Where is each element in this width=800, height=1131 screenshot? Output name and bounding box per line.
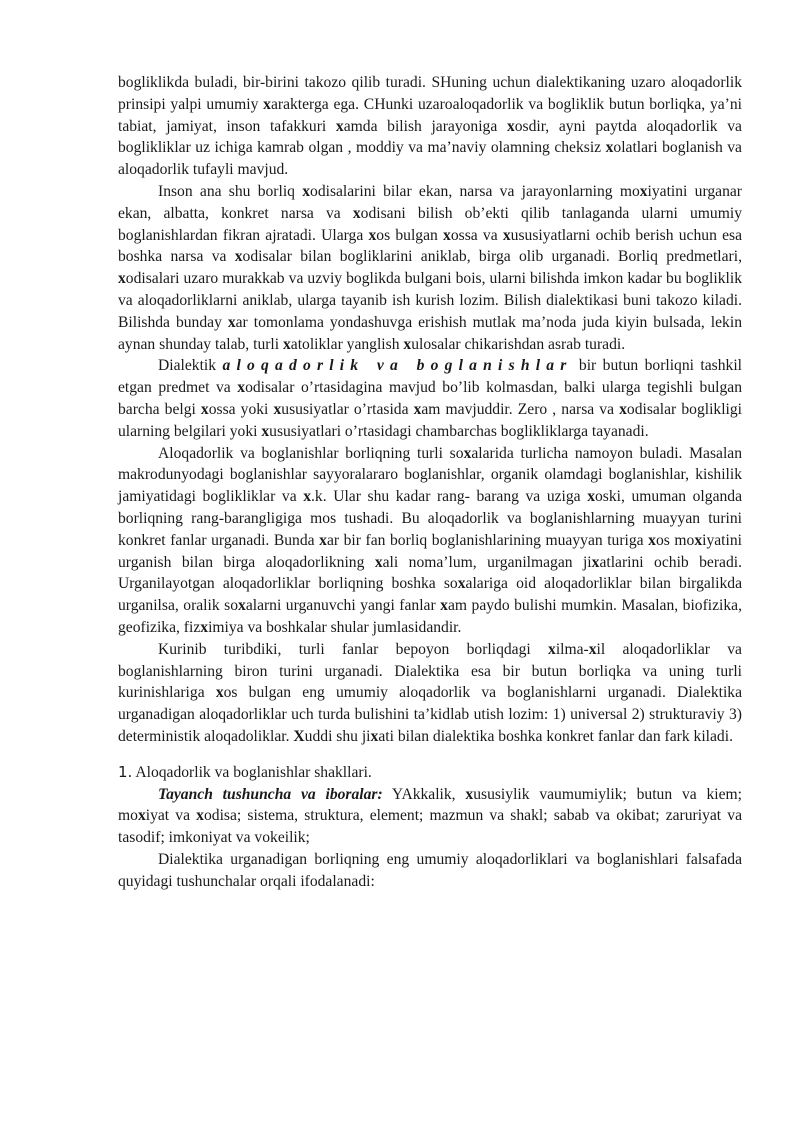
text-run: ususiyatlarni ochib berish uchun esa boshka narsa va: [118, 226, 742, 266]
bold-letter: x: [137, 807, 146, 825]
text-run: os mo: [655, 531, 695, 549]
text-run: alarida turlicha namoyon buladi. Masalan makrodunyodagi boglanishlar sayyoralararo boglanishlar, organik olamdagi boglanishlar, kishilik jamiyatidagi boglikliklar va: [118, 444, 742, 506]
text-run: odisani bilish ob’ekti qilib tanlaganda ularni umumiy boglanishlardan fikran ajratadi. Ularga: [118, 204, 742, 244]
bold-letter: x: [319, 531, 327, 549]
text-run: ususiyatlar o’rtasida: [281, 400, 414, 418]
text-run: bogliklikda buladi, bir-birini takozo qilib turadi. SHuning uchun dialektikaning uzaro aloqadorlik prinsipi yalpi umumiy: [118, 74, 742, 113]
text-run: .k. Ular shu kadar rang- barang va uziga: [311, 488, 588, 506]
text-run: arakterga ega. CHunki uzaroaloqadorlik va bogliklik butun borliqka, ya’ni tabiat, jamiyat, inson tafakkuri: [118, 95, 742, 135]
text-run: odisalari uzaro murakkab va uzviy boglikda bulgani bois, ularni bilishda imkon kadar bu bogliklik va aloqadorliklarni aniklab, ularga tayanib ish kurish lozim. Bilish dialektikasi buni takozo kiladi. Bilishda bunday: [118, 270, 742, 331]
text-run: bir butun borliqni tashkil etgan predmet va: [118, 357, 742, 397]
text-run: atoliklar yanglish: [290, 335, 404, 353]
body-text: [118, 72, 742, 748]
text-run: olatlari boglanish va aloqadorlik tufayli mavjud.: [118, 139, 742, 179]
body-paragraph: [118, 639, 742, 748]
text-run: il aloqadorliklar va boglanishlarning biron turini urganadi. Dialektika esa bir butun borliqka va uning turli kurinishlariga: [118, 640, 742, 702]
section-title: Aloqadorlik va boglanishlar shakllari.: [132, 763, 372, 781]
text-run: YAkkalik,: [382, 785, 466, 803]
bold-letter: x: [237, 379, 246, 397]
document-page: [118, 72, 742, 892]
bold-letter: x: [352, 204, 361, 222]
bold-letter: x: [283, 335, 291, 353]
bold-letter: x: [619, 400, 627, 418]
text-run: ususiyatlari o’rtasidagi chambarchas boglikliklarga tayanadi.: [269, 422, 649, 440]
bold-letter: x: [238, 597, 246, 615]
body-paragraph: [118, 355, 742, 442]
text-run: am paydo bulishi mumkin. Masalan, biofizika, geofizika, fiz: [118, 597, 742, 636]
bold-letter: x: [506, 117, 515, 135]
closing-text: Dialektika urganadigan borliqning eng umumiy aloqadorliklari va boglanishlari falsafada quyidagi tushunchalar orqali ifodalanadi:: [118, 850, 742, 890]
bold-letter: x: [694, 531, 703, 549]
bold-letter: x: [273, 400, 282, 418]
text-run: ali noma’lum, urganilmagan ji: [382, 553, 592, 571]
text-run: Aloqadorlik va boglanishlar borliqning turli so: [158, 444, 464, 462]
text-run: ati bilan dialektika boshka konkret fanlar dan fark kiladi.: [378, 727, 733, 745]
bold-letter: x: [303, 488, 312, 506]
text-run: alariga oid aloqadorliklar bilan birgalikda urganilsa, oralik so: [118, 575, 742, 615]
text-run: ossa yoki: [208, 400, 274, 418]
text-run: ar bir fan borliq boglanishlarining muayyan turiga: [326, 531, 649, 549]
bold-letter: X: [293, 727, 305, 745]
bold-letter: x: [263, 95, 271, 113]
section-heading: [118, 762, 742, 784]
text-run: Dialektik: [158, 357, 223, 375]
text-run: odisalar boglikligi ularning belgilari yoki: [118, 400, 742, 440]
bold-letter: x: [605, 139, 614, 157]
bold-letter: x: [234, 248, 243, 266]
text-run: odisalar o’rtasidagina mavjud bo’lib kolmasdan, balki ularga tegishli bulgan barcha belgi: [118, 379, 742, 418]
key-terms-label: Tayanch tushuncha va iboralar:: [158, 785, 383, 803]
bold-letter: x: [215, 684, 224, 702]
body-paragraph: [118, 443, 742, 639]
key-terms-paragraph: [118, 784, 742, 849]
bold-letter: x: [591, 553, 600, 571]
text-run: uddi shu ji: [304, 727, 371, 745]
text-run: oski, umuman olganda borliqning rang-barangligiga mos tushadi. Bu aloqadorlik va boglanishlarning muayyan turini konkret fanlar urganadi. Bunda: [118, 488, 742, 549]
bold-letter: x: [588, 640, 597, 658]
text-run: am mavjuddir. Zero , narsa va: [421, 400, 620, 418]
bold-letter: x: [335, 117, 344, 135]
bold-letter: x: [502, 226, 511, 244]
closing-paragraph: [118, 849, 742, 893]
bold-letter: x: [374, 553, 383, 571]
bold-letter: x: [370, 727, 379, 745]
body-paragraph: [118, 181, 742, 355]
text-run: ilma-: [555, 640, 589, 658]
text-run: ossa va: [450, 226, 503, 244]
text-run: os bulgan eng umumiy aloqadorlik va boglanishlarni urganadi. Dialektika urganadigan aloqadorliklar uch turda bulishini ta’kidlab utish lozim: 1) universal 2) strukturaviy 3) deterministik aloqadoliklar.: [118, 684, 743, 745]
text-run: ar tomonlama yondashuvga erishish mutlak ma’noda juda kiyin bulsada, lekin aynan shunday talab, turli: [118, 313, 742, 353]
bold-letter: x: [413, 400, 422, 418]
bold-letter: x: [443, 226, 451, 244]
text-run: odisalarini bilar ekan, narsa va jarayonlarning mo: [310, 182, 640, 200]
text-run: odisa; sistema, struktura, element; mazmun va shakl; sabab va okibat; zaruriyat va tasodif; imkoniyat va vokeilik;: [118, 807, 743, 847]
text-run: iyat va: [145, 807, 197, 825]
emphasized-term: aloqadorlik va boglanishlar: [222, 357, 573, 375]
text-run: Kurinib turibdiki, turli fanlar bepoyon borliqdagi: [158, 640, 549, 658]
text-run: ulosalar chikarishdan asrab turadi.: [411, 335, 626, 353]
bold-letter: x: [196, 807, 204, 825]
text-run: odisalar bilan bogliklarini aniklab, birga olib urganadi. Borliq predmetlari,: [242, 248, 742, 266]
bold-letter: x: [403, 335, 412, 353]
bold-letter: x: [587, 488, 595, 506]
bold-letter: x: [118, 270, 126, 288]
bold-letter: x: [548, 640, 556, 658]
text-run: amda bilish jarayoniga: [343, 117, 507, 135]
text-run: imiya va boshkalar shular jumlasidandir.: [208, 618, 462, 636]
bold-letter: x: [648, 531, 656, 549]
text-run: osdir, ayni paytda aloqadorlik va boglikliklar uz ichiga kamrab olgan , moddiy va ma’naviy olamning cheksiz: [118, 117, 742, 157]
bold-letter: x: [639, 182, 648, 200]
bold-letter: x: [200, 618, 209, 636]
bold-letter: x: [200, 400, 209, 418]
bold-letter: x: [302, 182, 311, 200]
bold-letter: x: [440, 597, 448, 615]
text-run: alarni urganuvchi yangi fanlar: [245, 597, 441, 615]
body-paragraph: [118, 72, 742, 181]
text-run: os bulgan: [376, 226, 444, 244]
bold-letter: x: [465, 785, 474, 803]
bold-letter: x: [463, 444, 472, 462]
section-number: 1.: [118, 762, 133, 781]
text-run: Inson ana shu borliq: [158, 182, 303, 200]
bold-letter: x: [368, 226, 377, 244]
bold-letter: x: [261, 422, 270, 440]
bold-letter: x: [457, 575, 466, 593]
text-run: iyatini urganar ekan, albatta, konkret narsa va: [118, 182, 742, 222]
text-run: ususiylik vaumumiylik; butun va kiem; mo: [118, 785, 743, 825]
bold-letter: x: [227, 313, 236, 331]
text-run: atlarini ochib beradi. Urganilayotgan aloqadorliklar borliqning boshka so: [118, 553, 742, 593]
text-run: iyatini urganish bilan birga aloqadorlikning: [118, 531, 742, 571]
